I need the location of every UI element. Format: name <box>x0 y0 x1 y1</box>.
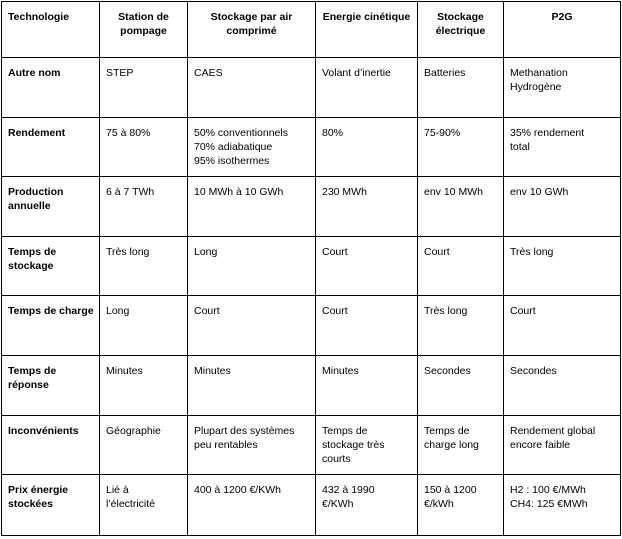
header-line: Stockage <box>437 11 484 23</box>
cell-line: 70% adiabatique <box>194 140 273 153</box>
table-cell: 10 MWh à 10 GWh <box>188 177 316 237</box>
table-cell: Minutes <box>316 356 418 416</box>
cell-line: €/KWh <box>322 498 354 511</box>
cell-line: encore faible <box>510 438 571 451</box>
cell-line: Methanation <box>510 67 568 79</box>
table-cell: Minutes <box>188 356 316 416</box>
table-cell: STEP <box>100 58 188 118</box>
table-cell: 6 à 7 TWh <box>100 177 188 237</box>
table-row <box>2 117 621 177</box>
cell-line: l’électricité <box>106 498 156 511</box>
cell-line: stockage très <box>322 438 385 451</box>
table-row <box>2 236 621 296</box>
cell-line: 150 à 1200 <box>424 484 477 497</box>
table-cell: Long <box>188 236 316 296</box>
row-label: Autre nom <box>2 58 100 118</box>
table-cell <box>418 415 504 475</box>
header-line: comprimé <box>226 25 277 37</box>
table-cell: Court <box>418 236 504 296</box>
cell-line: Temps de <box>424 424 470 437</box>
cell-line: Temps de <box>322 424 368 437</box>
table-cell <box>504 475 621 536</box>
header-cell: Energie cinétique <box>316 2 418 58</box>
cell-line: €/kWh <box>424 498 454 511</box>
row-label: Temps de stockage <box>2 236 100 296</box>
table-cell: Long <box>100 296 188 356</box>
table-cell: Volant d’inertie <box>316 58 418 118</box>
table-row <box>2 415 621 475</box>
cell-line: Rendement global <box>510 424 596 437</box>
cell-line: 95% isothermes <box>194 154 270 167</box>
table-cell <box>316 415 418 475</box>
table-cell: CAES <box>188 58 316 118</box>
table-cell: 75 à 80% <box>100 117 188 177</box>
table-cell: Court <box>504 296 621 356</box>
table-cell <box>188 117 316 177</box>
table-row <box>2 356 621 416</box>
table-cell: Très long <box>504 236 621 296</box>
row-label: Production annuelle <box>2 177 100 237</box>
cell-line: charge long <box>424 438 479 451</box>
table-body <box>2 58 621 536</box>
row-label: Temps de charge <box>2 296 100 356</box>
header-line: pompage <box>120 25 167 37</box>
header-cell: P2G <box>504 2 621 58</box>
row-label: Inconvénients <box>2 415 100 475</box>
cell-line: Lié à <box>106 484 129 497</box>
header-row <box>2 2 621 58</box>
cell-line: 35% rendement <box>510 126 585 139</box>
table-cell: Très long <box>418 296 504 356</box>
table-cell: Très long <box>100 236 188 296</box>
table-cell <box>504 58 621 118</box>
cell-line: CH4: 125 €MWh <box>510 498 588 511</box>
table-cell <box>100 475 188 536</box>
table-cell: env 10 GWh <box>504 177 621 237</box>
row-label: Rendement <box>2 117 100 177</box>
table-cell: Court <box>316 236 418 296</box>
table-row <box>2 296 621 356</box>
table-cell: Secondes <box>504 356 621 416</box>
header-line: électrique <box>435 25 486 37</box>
header-cell <box>188 2 316 58</box>
table-cell <box>316 475 418 536</box>
table-cell: 75-90% <box>418 117 504 177</box>
table-cell: Court <box>188 296 316 356</box>
header-line: Stockage par air <box>210 11 293 23</box>
table-cell: 80% <box>316 117 418 177</box>
cell-line: Plupart des systèmes <box>194 424 295 437</box>
table-cell <box>504 117 621 177</box>
cell-line: 432 à 1990 <box>322 484 375 497</box>
cell-line: H2 : 100 €/MWh <box>510 484 586 497</box>
table-cell: Batteries <box>418 58 504 118</box>
cell-line: Hydrogène <box>510 81 562 93</box>
table-cell: Minutes <box>100 356 188 416</box>
cell-line: 50% conventionnels <box>194 126 288 139</box>
header-cell: Technologie <box>2 2 100 58</box>
comparison-table <box>1 1 621 536</box>
table-cell: Court <box>316 296 418 356</box>
table-cell: 230 MWh <box>316 177 418 237</box>
cell-line: peu rentables <box>194 438 258 451</box>
table-cell: 400 à 1200 €/KWh <box>188 475 316 536</box>
table-cell: Géographie <box>100 415 188 475</box>
row-label: Temps de réponse <box>2 356 100 416</box>
table-cell <box>188 415 316 475</box>
table-cell: env 10 MWh <box>418 177 504 237</box>
table-row <box>2 58 621 118</box>
header-line: Station de <box>118 11 169 23</box>
table-row <box>2 177 621 237</box>
table-row <box>2 475 621 536</box>
row-label: Prix énergie stockées <box>2 475 100 536</box>
table-cell <box>418 475 504 536</box>
table-cell: Secondes <box>418 356 504 416</box>
cell-line: courts <box>322 452 351 465</box>
header-cell <box>100 2 188 58</box>
header-cell <box>418 2 504 58</box>
cell-line: total <box>510 140 530 153</box>
table-cell <box>504 415 621 475</box>
